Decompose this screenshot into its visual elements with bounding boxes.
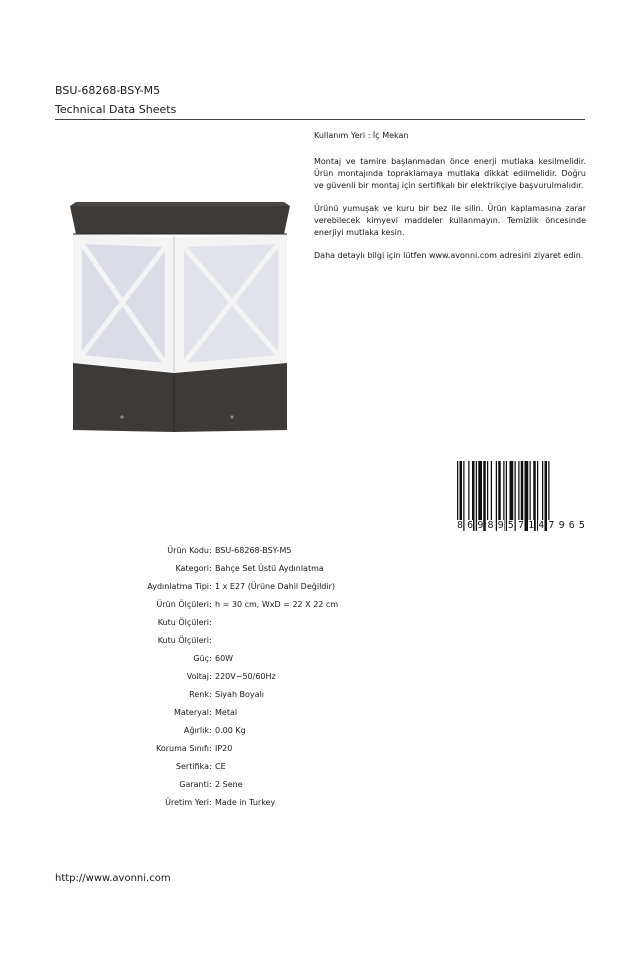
spec-separator: : [209, 600, 212, 609]
spec-value: Siyah Boyalı [215, 690, 265, 699]
spec-label: Güç [193, 654, 209, 663]
spec-label: Kutu Ölçüleri [157, 618, 209, 627]
lamp-base [73, 363, 287, 432]
spec-row [0, 636, 640, 650]
spec-label: Voltaj [186, 672, 209, 681]
spec-label: Ağırlık [183, 726, 209, 735]
spec-label: Materyal [173, 708, 209, 717]
spec-label: Aydınlatma Tipi [147, 582, 209, 591]
spec-separator: : [209, 654, 212, 663]
spec-row [0, 582, 640, 596]
barcode-digit: 9 [477, 520, 484, 531]
spec-value: 1 x E27 (Ürüne Dahil Değildir) [215, 582, 335, 591]
lamp-right-panel [174, 234, 287, 372]
spec-label: Ürün Ölçüleri [156, 600, 209, 609]
spec-label: Sertifika [175, 762, 209, 771]
barcode-digit: 6 [467, 520, 474, 531]
header-divider [55, 119, 585, 120]
product-code-title: BSU-68268-BSY-M5 [55, 84, 161, 97]
spec-separator: : [209, 546, 212, 555]
barcode-digit: 8 [457, 520, 464, 531]
spec-row [0, 564, 640, 578]
barcode-digit: 6 [568, 520, 575, 531]
lamp-top-cap [70, 206, 290, 234]
spec-row [0, 600, 640, 614]
info-block [314, 130, 586, 273]
spec-row [0, 672, 640, 686]
safety-paragraph: Montaj ve tamire başlanmadan önce enerji mutlaka kesilmelidir. Ürün montajında topraklamaya mutlaka dikkat edilmelidir. Doğru ve güvenli bir montaj için sertifikalı bir elektrikçiye başvurulmalıdır. [314, 157, 586, 190]
spec-separator: : [209, 780, 212, 789]
spec-row [0, 690, 640, 704]
lamp-left-panel [73, 234, 174, 372]
barcode-digits [457, 520, 585, 531]
spec-label: Koruma Sınıfı [156, 744, 209, 753]
barcode-digit: 8 [487, 520, 494, 531]
spec-row [0, 744, 640, 758]
spec-row [0, 618, 640, 632]
website-paragraph: Daha detaylı bilgi için lütfen www.avonni.com adresini ziyaret edin. [314, 251, 584, 260]
spec-label: Garanti [179, 780, 209, 789]
cleaning-paragraph: Ürünü yumuşak ve kuru bir bez ile silin. Ürün kaplamasına zarar verebilecek kimyevi maddeler kullanmayın. Temizlik öncesinde enerjiyi mutlaka kesin. [314, 204, 586, 237]
barcode-digit: 4 [538, 520, 545, 531]
barcode-digit: 9 [558, 520, 565, 531]
spec-value: 2 Sene [215, 780, 243, 789]
spec-separator: : [209, 708, 212, 717]
spec-label: Üretim Yeri [165, 798, 209, 807]
spec-label: Kutu Ölçüleri [157, 636, 209, 645]
spec-separator: : [209, 798, 212, 807]
spec-row [0, 780, 640, 794]
usage-location: Kullanım Yeri : İç Mekan [314, 131, 409, 140]
product-image [70, 200, 290, 435]
spec-row [0, 546, 640, 560]
spec-separator: : [209, 582, 212, 591]
spec-row [0, 654, 640, 668]
barcode-digit: 9 [497, 520, 504, 531]
spec-separator: : [209, 762, 212, 771]
spec-value: Made in Turkey [215, 798, 276, 807]
spec-value: 0.00 Kg [215, 726, 246, 735]
spec-value: 60W [215, 654, 234, 663]
spec-separator: : [209, 564, 212, 573]
spec-label: Kategori [175, 564, 209, 573]
spec-separator: : [209, 744, 212, 753]
spec-value: CE [215, 762, 226, 771]
spec-label: Ürün Kodu [167, 546, 209, 555]
spec-separator: : [209, 726, 212, 735]
spec-value: h = 30 cm, WxD = 22 X 22 cm [215, 600, 339, 609]
spec-separator: : [209, 690, 212, 699]
spec-row [0, 798, 640, 812]
spec-value: Bahçe Set Üstü Aydınlatma [215, 564, 324, 573]
document-subtitle: Technical Data Sheets [55, 103, 177, 116]
website-url[interactable]: http://www.avonni.com [55, 873, 171, 884]
spec-separator: : [209, 672, 212, 681]
spec-separator: : [209, 636, 212, 645]
spec-separator: : [209, 618, 212, 627]
spec-label: Renk [189, 690, 209, 699]
spec-value: 220V~50/60Hz [215, 672, 276, 681]
spec-value: BSU-68268-BSY-M5 [215, 546, 292, 555]
barcode-digit: 1 [528, 520, 535, 531]
barcode-digit: 7 [517, 520, 524, 531]
spec-row [0, 762, 640, 776]
barcode-digit: 5 [578, 520, 585, 531]
spec-row [0, 708, 640, 722]
spec-row [0, 726, 640, 740]
spec-value: IP20 [215, 744, 233, 753]
barcode-digit: 7 [548, 520, 555, 531]
barcode-digit: 5 [507, 520, 514, 531]
spec-value: Metal [215, 708, 238, 717]
